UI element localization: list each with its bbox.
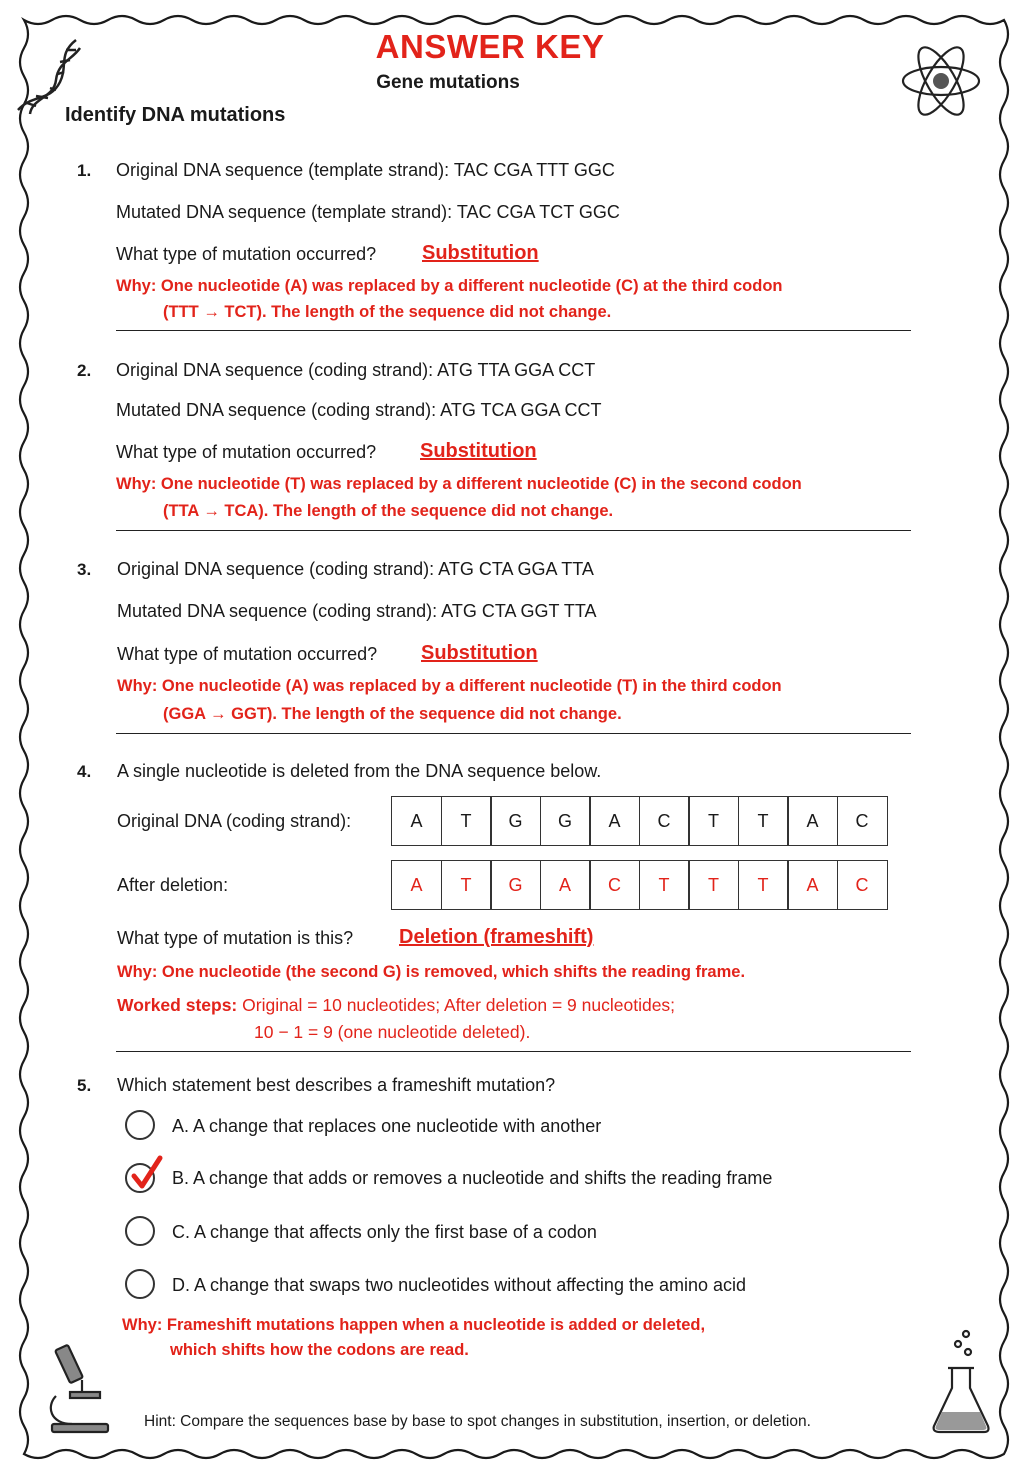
checkmark-icon bbox=[128, 1154, 164, 1194]
why-line-1 bbox=[122, 1316, 705, 1335]
original-sequence: Original DNA sequence (template strand): TAC CGA TTT GGC bbox=[116, 160, 615, 180]
original-sequence: Original DNA sequence (coding strand): ATG CTA GGA TTA bbox=[117, 559, 594, 579]
question-text: What type of mutation occurred? bbox=[117, 644, 378, 664]
mutated-sequence: Mutated DNA sequence (template strand): TAC CGA TCT GGC bbox=[116, 202, 620, 222]
question-number: 5. bbox=[77, 1076, 92, 1095]
divider bbox=[116, 330, 911, 331]
base-cell: C bbox=[837, 860, 888, 910]
base-cell: A bbox=[391, 860, 442, 910]
why-line-2: (TTA → TCA). The length of the sequence did not change. bbox=[163, 502, 614, 520]
base-cell: A bbox=[391, 796, 442, 846]
after-deletion-label: After deletion: bbox=[117, 875, 229, 895]
why-line-2: which shifts how the codons are read. bbox=[170, 1341, 469, 1359]
base-cell: T bbox=[441, 796, 492, 846]
why-label: Why: bbox=[117, 963, 158, 981]
microscope-icon bbox=[42, 1340, 114, 1436]
option-b-label: B. A change that adds or removes a nucleotide and shifts the reading frame bbox=[172, 1168, 773, 1188]
divider bbox=[116, 1051, 911, 1052]
why-text: One nucleotide (the second G) is removed, which shifts the reading frame. bbox=[157, 963, 746, 981]
answer-text: Deletion (frameshift) bbox=[399, 926, 594, 948]
base-cell: T bbox=[688, 796, 739, 846]
base-cell: A bbox=[787, 796, 838, 846]
base-cell: G bbox=[490, 860, 541, 910]
base-cell: T bbox=[738, 860, 789, 910]
why-line-1 bbox=[116, 475, 802, 494]
original-dna-boxes bbox=[391, 796, 888, 846]
question-text: What type of mutation occurred? bbox=[116, 244, 377, 264]
mutated-sequence: Mutated DNA sequence (coding strand): ATG TCA GGA CCT bbox=[116, 400, 602, 420]
why-line-1 bbox=[117, 963, 745, 982]
why-label: Why: bbox=[117, 677, 158, 695]
question-prompt: A single nucleotide is deleted from the DNA sequence below. bbox=[117, 761, 602, 781]
base-cell: T bbox=[688, 860, 739, 910]
option-c-label: C. A change that affects only the first base of a codon bbox=[172, 1222, 597, 1242]
worked-steps-line-1 bbox=[117, 995, 675, 1016]
why-text: Frameshift mutations happen when a nucleotide is added or deleted, bbox=[162, 1316, 706, 1334]
page-subtitle: Gene mutations bbox=[376, 72, 520, 93]
base-cell: A bbox=[540, 860, 591, 910]
radio-option-c[interactable] bbox=[125, 1216, 155, 1246]
base-cell: G bbox=[490, 796, 541, 846]
mutated-sequence: Mutated DNA sequence (coding strand): ATG CTA GGT TTA bbox=[117, 601, 597, 621]
base-cell: A bbox=[787, 860, 838, 910]
question-number: 1. bbox=[77, 161, 92, 180]
original-sequence: Original DNA sequence (coding strand): ATG TTA GGA CCT bbox=[116, 360, 596, 380]
base-cell: A bbox=[589, 796, 640, 846]
question-text: What type of mutation occurred? bbox=[116, 442, 377, 462]
radio-option-a[interactable] bbox=[125, 1110, 155, 1140]
answer-text: Substitution bbox=[422, 242, 539, 264]
question-number: 4. bbox=[77, 762, 92, 781]
why-line-2: (TTT → TCT). The length of the sequence did not change. bbox=[163, 303, 612, 321]
why-label: Why: bbox=[116, 277, 157, 295]
why-label: Why: bbox=[116, 475, 157, 493]
page-title: ANSWER KEY bbox=[375, 28, 605, 65]
base-cell: T bbox=[639, 860, 690, 910]
question-number: 3. bbox=[77, 560, 92, 579]
worked-steps-line-2: 10 − 1 = 9 (one nucleotide deleted). bbox=[254, 1022, 531, 1042]
why-text: One nucleotide (T) was replaced by a different nucleotide (C) in the second codon bbox=[156, 475, 802, 493]
why-line-2: (GGA → GGT). The length of the sequence did not change. bbox=[163, 705, 622, 723]
hint-text: Hint: Compare the sequences base by base to spot changes in substitution, insertion, or deletion. bbox=[144, 1413, 811, 1430]
option-a-label: A. A change that replaces one nucleotide with another bbox=[172, 1116, 602, 1136]
why-text: One nucleotide (A) was replaced by a different nucleotide (T) in the third codon bbox=[157, 677, 782, 695]
answer-text: Substitution bbox=[421, 642, 538, 664]
base-cell: G bbox=[540, 796, 591, 846]
radio-option-d[interactable] bbox=[125, 1269, 155, 1299]
why-line-1 bbox=[116, 277, 782, 296]
worked-steps-label: Worked steps: bbox=[117, 995, 238, 1015]
base-cell: C bbox=[837, 796, 888, 846]
option-d-label: D. A change that swaps two nucleotides without affecting the amino acid bbox=[172, 1275, 747, 1295]
divider bbox=[116, 733, 911, 734]
base-cell: C bbox=[589, 860, 640, 910]
answer-text: Substitution bbox=[420, 440, 537, 462]
flask-icon bbox=[928, 1328, 994, 1438]
why-label: Why: bbox=[122, 1316, 163, 1334]
question-number: 2. bbox=[77, 361, 92, 380]
question-text: What type of mutation is this? bbox=[117, 928, 354, 948]
why-line-1 bbox=[117, 677, 782, 696]
worked-steps-text: Original = 10 nucleotides; After deletion = 9 nucleotides; bbox=[237, 995, 676, 1015]
question-prompt: Which statement best describes a frameshift mutation? bbox=[117, 1075, 556, 1095]
base-cell: T bbox=[441, 860, 492, 910]
original-dna-label: Original DNA (coding strand): bbox=[117, 811, 352, 831]
why-text: One nucleotide (A) was replaced by a different nucleotide (C) at the third codon bbox=[156, 277, 783, 295]
base-cell: C bbox=[639, 796, 690, 846]
divider bbox=[116, 530, 911, 531]
section-title: Identify DNA mutations bbox=[65, 104, 286, 126]
base-cell: T bbox=[738, 796, 789, 846]
after-deletion-boxes bbox=[391, 860, 888, 910]
